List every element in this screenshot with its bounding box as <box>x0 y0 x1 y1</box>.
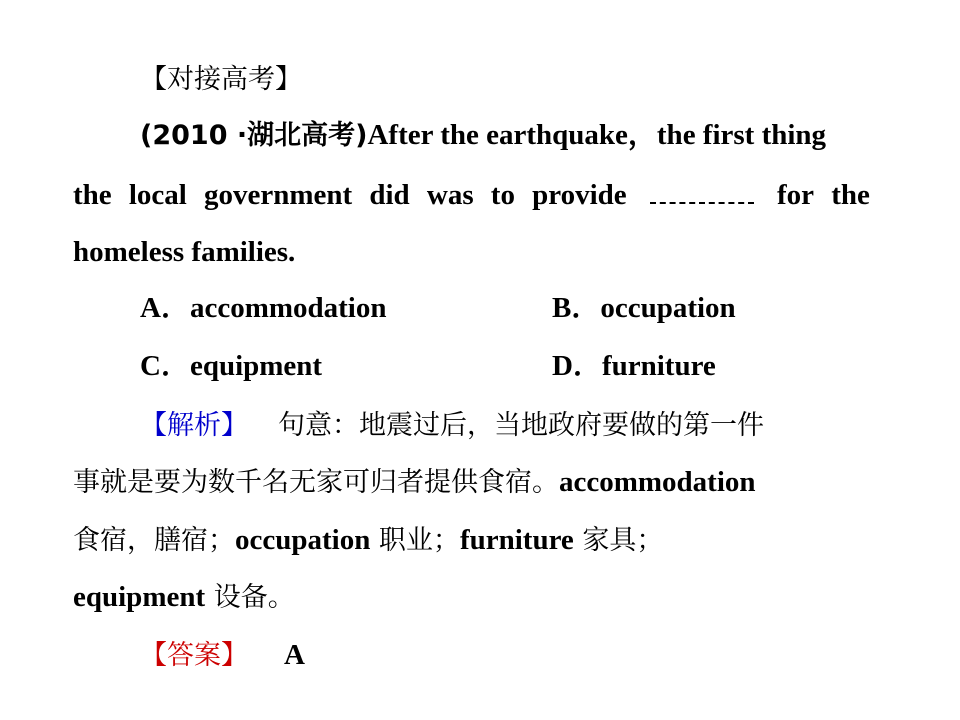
section-heading: 【对接高考】 <box>140 64 302 95</box>
question-line-3: homeless families. <box>73 236 296 268</box>
answer-line <box>140 638 305 673</box>
stem-word: did <box>369 179 410 211</box>
stem-word: the <box>831 179 870 211</box>
question-stem-start: After the earthquake，the first thing <box>367 119 827 151</box>
stem-word: provide <box>532 179 627 211</box>
analysis-line-3: 食宿，膳宿；occupation 职业；furniture 家具； <box>73 524 664 556</box>
analysis-line-2: 事就是要为数千名无家可归者提供食宿。accommodation <box>73 466 756 498</box>
option-text: furniture <box>601 350 716 382</box>
answer-blank <box>650 180 754 204</box>
question-line-1 <box>140 118 826 153</box>
question-line-2 <box>73 178 870 212</box>
stem-word: for <box>777 179 815 211</box>
analysis-label: 【解析】 <box>140 410 248 441</box>
option-letter: C． <box>140 350 190 382</box>
answer-label: 【答案】 <box>140 640 248 671</box>
analysis-line-1: 【解析】 句意：地震过后，当地政府要做的第一件 <box>140 410 764 441</box>
stem-word: to <box>490 179 515 211</box>
stem-word: was <box>426 179 474 211</box>
option-c <box>140 349 322 383</box>
option-text: occupation <box>600 292 736 324</box>
option-letter: A． <box>140 292 190 324</box>
stem-word: local <box>128 179 187 211</box>
option-text: accommodation <box>189 292 387 324</box>
option-d <box>552 349 716 383</box>
option-letter: B． <box>552 292 601 324</box>
question-source: (2010 ·湖北高考) <box>140 120 368 151</box>
analysis-line-4: equipment 设备。 <box>73 581 295 613</box>
option-a <box>140 291 386 325</box>
option-text: equipment <box>189 350 323 382</box>
answer-value: A <box>284 639 305 671</box>
option-b <box>552 291 736 325</box>
stem-word: the <box>73 179 112 211</box>
stem-word: government <box>204 179 353 211</box>
option-letter: D． <box>552 350 602 382</box>
